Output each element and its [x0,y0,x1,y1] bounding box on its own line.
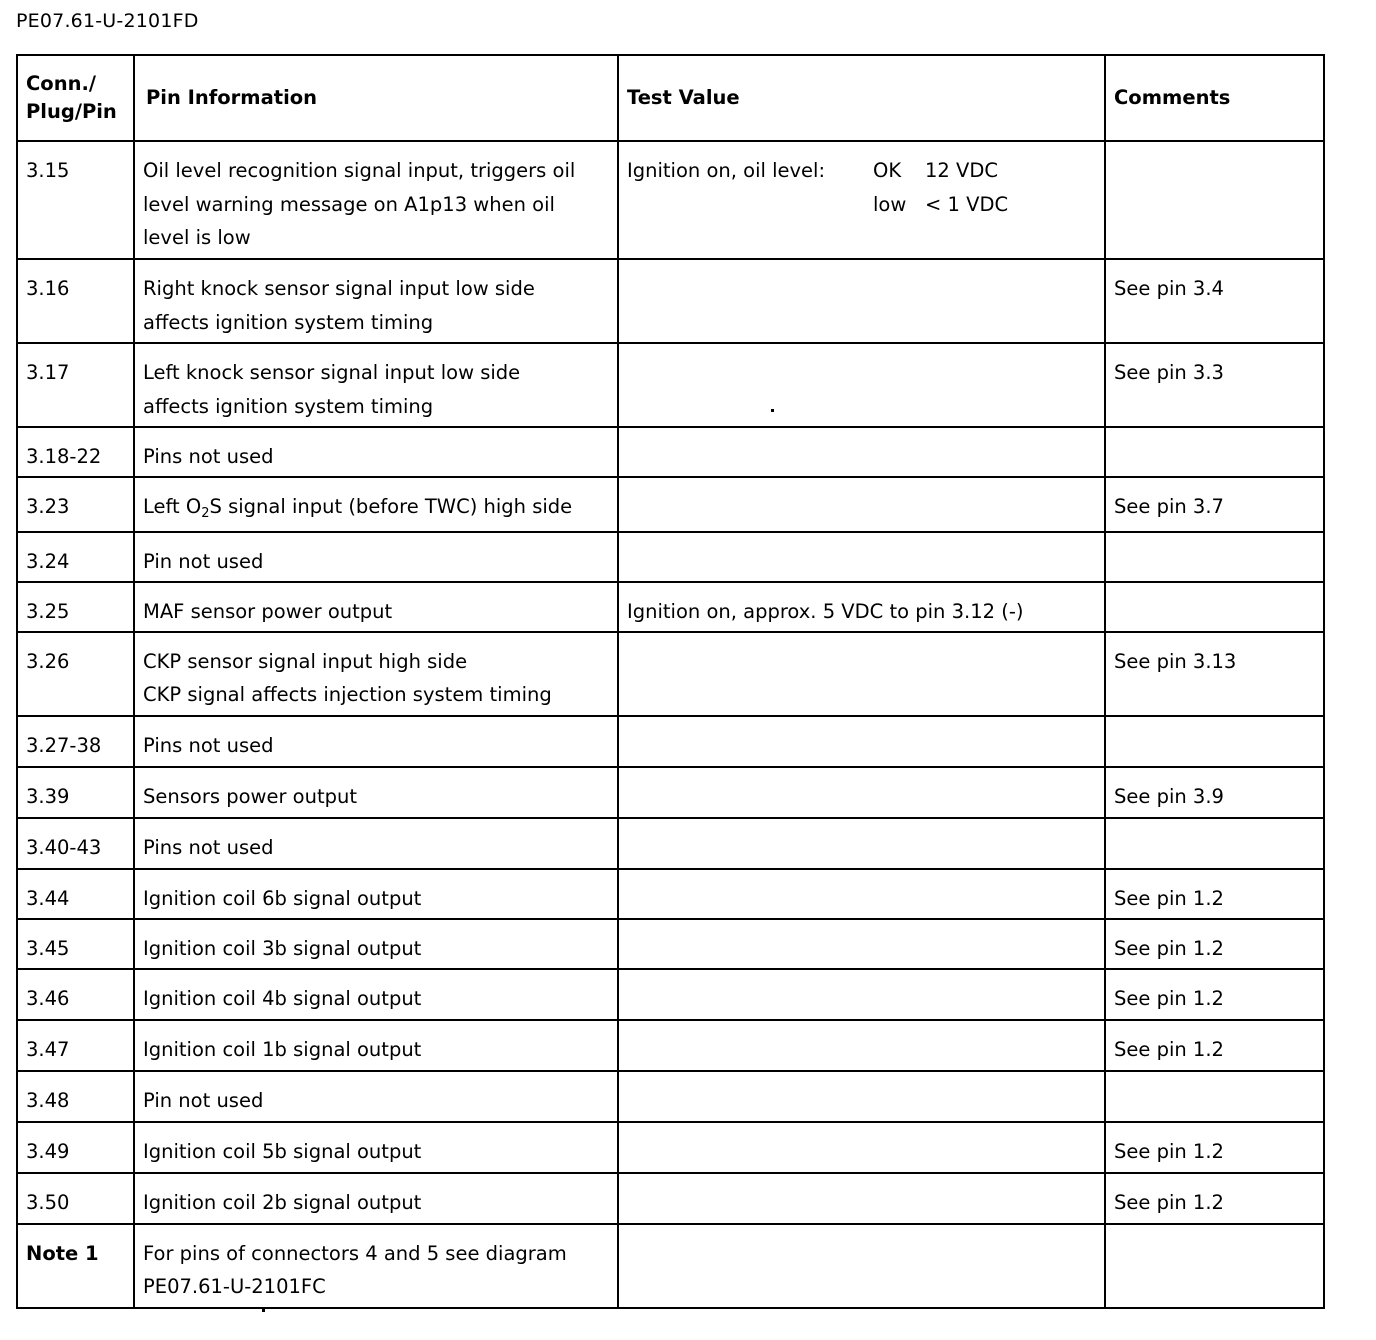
table-row [17,969,1324,1020]
comment-cell: See pin 1.2 [1105,1122,1324,1173]
comment-cell: See pin 1.2 [1105,1173,1324,1224]
pin-cell: 3.23 [17,477,134,532]
pin-cell: 3.39 [17,767,134,818]
comment-cell: See pin 3.7 [1105,477,1324,532]
pin-cell: 3.15 [17,141,134,259]
test-value-cell [618,1173,1105,1224]
pin-info-line: level is low [143,226,251,249]
comment-cell: See pin 3.13 [1105,632,1324,716]
pin-info-text: Left O [143,495,202,518]
test-voltage: < 1 VDC [925,192,1009,216]
pin-cell: 3.47 [17,1020,134,1071]
header-test-value: Test Value [618,55,1105,141]
test-value-cell [618,1224,1105,1308]
test-condition: OK [873,159,902,182]
pin-info-cell: Ignition coil 1b signal output [134,1020,618,1071]
test-value-cell: Ignition on, approx. 5 VDC to pin 3.12 (-) [618,582,1105,632]
table-row [17,1122,1324,1173]
comment-cell: See pin 1.2 [1105,919,1324,969]
table-row [17,1173,1324,1224]
comment-cell [1105,1071,1324,1122]
pin-cell: 3.27-38 [17,716,134,767]
table-row [17,1224,1324,1308]
scan-speck [262,1309,265,1312]
table-row [17,427,1324,477]
pin-info-cell: Ignition coil 3b signal output [134,919,618,969]
pin-cell: 3.17 [17,343,134,427]
pin-cell: 3.50 [17,1173,134,1224]
test-value-cell [618,477,1105,532]
test-value-cell [618,632,1105,716]
comment-cell [1105,532,1324,582]
table-row [17,141,1324,259]
test-value-cell [618,259,1105,343]
table-row [17,767,1324,818]
pin-info-line: Oil level recognition signal input, triggers oil [143,159,576,182]
comment-cell: See pin 3.4 [1105,259,1324,343]
test-value-cell [618,427,1105,477]
test-voltage: 12 VDC [925,159,998,182]
pin-info-cell [134,141,618,259]
test-value-cell [618,716,1105,767]
pin-cell: 3.25 [17,582,134,632]
subscript-2: 2 [201,506,210,521]
pin-cell: 3.40-43 [17,818,134,869]
table-header-row [17,55,1324,141]
table-row [17,869,1324,919]
pin-info-line: PE07.61-U-2101FC [143,1275,326,1298]
pin-info-line: CKP signal affects injection system timing [143,683,552,706]
test-value-cell [618,869,1105,919]
comment-cell: See pin 1.2 [1105,969,1324,1020]
pin-cell: 3.48 [17,1071,134,1122]
pin-cell: 3.45 [17,919,134,969]
pin-info-cell [134,477,618,532]
comment-cell [1105,818,1324,869]
test-value-cell [618,343,1105,427]
table-row [17,1020,1324,1071]
pin-cell: 3.26 [17,632,134,716]
pin-info-cell: Pins not used [134,716,618,767]
comment-cell [1105,716,1324,767]
pin-info-line: Left knock sensor signal input low side [143,361,521,384]
table-row [17,532,1324,582]
test-condition: low [873,192,907,216]
pin-info-line: CKP sensor signal input high side [143,649,468,673]
comment-cell [1105,582,1324,632]
test-value-cell [618,969,1105,1020]
pin-cell: 3.46 [17,969,134,1020]
table-row [17,716,1324,767]
document-id: PE07.61-U-2101FD [16,10,199,32]
table-row [17,343,1324,427]
pin-cell: 3.24 [17,532,134,582]
header-comments: Comments [1105,55,1324,141]
pin-cell: 3.18-22 [17,427,134,477]
pin-info-text: S signal input (before TWC) high side [209,495,573,518]
comment-cell [1105,1224,1324,1308]
test-value-cell [618,1071,1105,1122]
pin-info-line: affects ignition system timing [143,310,434,334]
comment-cell: See pin 1.2 [1105,869,1324,919]
pin-info-line: level warning message on A1p13 when oil [143,192,555,216]
test-value-cell [618,1122,1105,1173]
pin-info-cell: Ignition coil 2b signal output [134,1173,618,1224]
table-row [17,818,1324,869]
test-value-cell [618,919,1105,969]
scan-speck [771,409,774,412]
pin-info-cell [134,259,618,343]
pin-info-cell: Ignition coil 5b signal output [134,1122,618,1173]
comment-cell [1105,427,1324,477]
table-row [17,919,1324,969]
comment-cell: See pin 1.2 [1105,1020,1324,1071]
table-row [17,582,1324,632]
pin-cell: 3.49 [17,1122,134,1173]
pin-info-cell: Ignition coil 6b signal output [134,869,618,919]
comment-cell: See pin 3.9 [1105,767,1324,818]
pin-info-cell: Pins not used [134,427,618,477]
table-row [17,259,1324,343]
pin-cell: 3.44 [17,869,134,919]
header-pin-information: Pin Information [134,55,618,141]
pin-info-line: Right knock sensor signal input low side [143,277,535,300]
pin-info-cell [134,632,618,716]
test-value-cell [618,767,1105,818]
pin-info-line: affects ignition system timing [143,394,434,418]
test-value-label: Ignition on, oil level: [627,159,826,182]
pin-info-cell [134,343,618,427]
pin-info-cell: Pins not used [134,818,618,869]
comment-cell [1105,141,1324,259]
test-value-cell [618,532,1105,582]
pin-info-cell: Ignition coil 4b signal output [134,969,618,1020]
pin-info-cell: Pin not used [134,532,618,582]
pin-info-cell: Sensors power output [134,767,618,818]
pin-info-line: For pins of connectors 4 and 5 see diagram [143,1241,567,1265]
comment-cell: See pin 3.3 [1105,343,1324,427]
pin-info-cell: Pin not used [134,1071,618,1122]
header-pin-line1: Conn./ [26,72,97,95]
test-value-cell [618,141,1105,259]
table-row [17,632,1324,716]
test-value-cell [618,818,1105,869]
table-row [17,477,1324,532]
header-pin [17,55,134,141]
test-value-cell [618,1020,1105,1071]
table-row [17,1071,1324,1122]
pin-info-cell [134,1224,618,1308]
pin-info-cell: MAF sensor power output [134,582,618,632]
pin-assignment-table [16,54,1325,1309]
header-pin-line2: Plug/Pin [26,100,117,123]
pin-cell: 3.16 [17,259,134,343]
note-cell: Note 1 [17,1224,134,1308]
table-body [17,141,1324,1308]
